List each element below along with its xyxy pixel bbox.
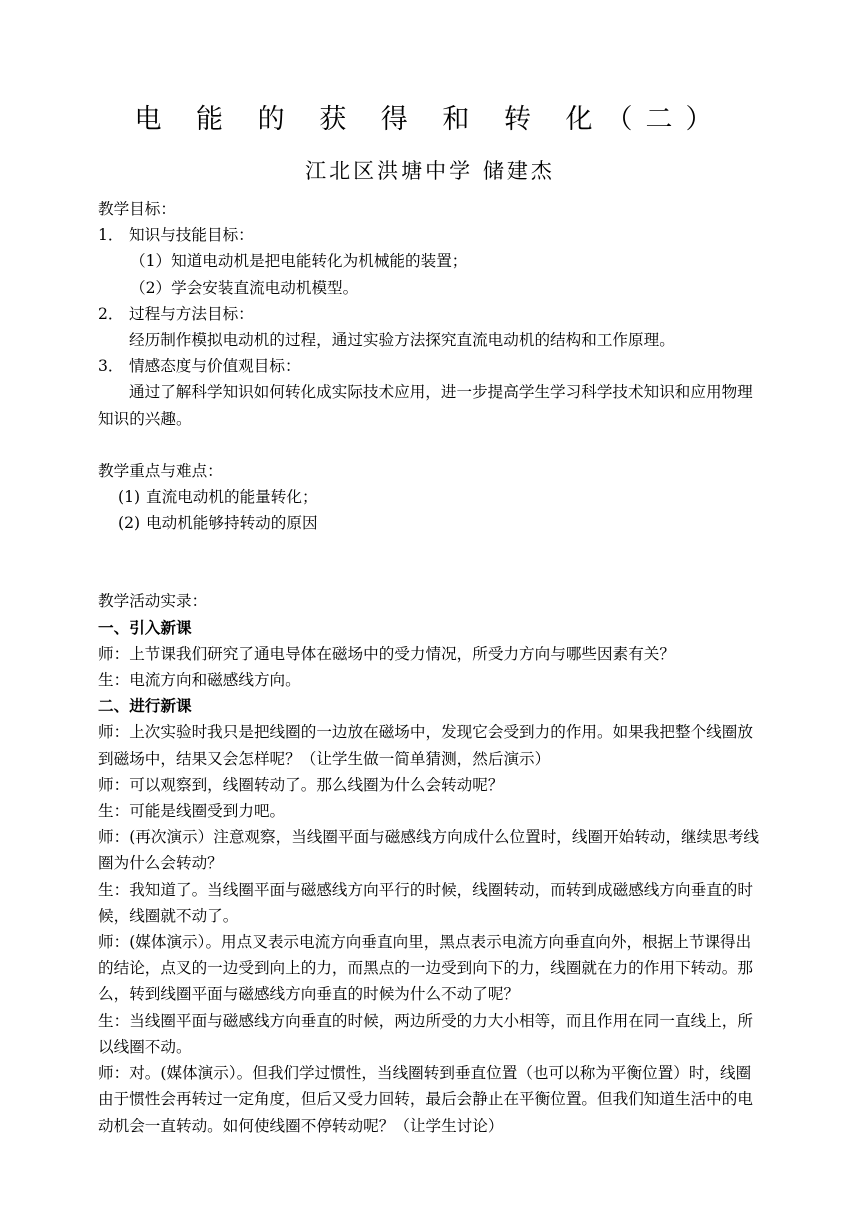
dialogue-line: 师：对。(媒体演示）。但我们学过惯性，当线圈转到垂直位置（也可以称为平衡位置）时，线圈由于惯性会再转过一定角度，但后又受力回转，最后会静止在平衡位置。但我们知道生活中的电动机会一直转动。如何使线圈不停转动呢？（让学生讨论） — [98, 1064, 753, 1135]
key-point-number: (2) — [118, 514, 141, 533]
dialogue-line: 师：上节课我们研究了通电导体在磁场中的受力情况，所受力方向与哪些因素有关？ — [98, 644, 675, 663]
objective-2-text: 经历制作模拟电动机的过程，通过实验方法探究直流电动机的结构和工作原理。 — [129, 331, 675, 350]
objective-1 — [98, 222, 763, 248]
key-points-heading: 教学重点与难点： — [98, 461, 223, 480]
section-heading-1: 一、引入新课 — [98, 618, 192, 637]
key-point-item — [98, 484, 763, 510]
key-point-text: 直流电动机的能量转化； — [146, 488, 318, 507]
objective-1-item: （2）学会安装直流电动机模型。 — [130, 278, 359, 297]
objective-3-number: 3． — [98, 357, 124, 376]
document-body — [98, 196, 763, 1139]
objective-2-number: 2． — [98, 304, 124, 323]
dialogue-line: 师：(再次演示）注意观察，当线圈平面与磁感线方向成什么位置时，线圈开始转动，继续思考线圈为什么会转动？ — [98, 828, 760, 873]
dialogue-line: 师：可以观察到，线圈转动了。那么线圈为什么会转动呢？ — [98, 775, 504, 794]
objective-1-item: （1）知道电动机是把电能转化为机械能的装置； — [130, 252, 468, 271]
key-point-number: (1) — [118, 488, 141, 507]
objective-3-text: 通过了解科学知识如何转化成实际技术应用，进一步提高学生学习科学技术知识和应用物理知识的兴趣。 — [98, 383, 753, 428]
activity-heading: 教学活动实录： — [98, 592, 208, 611]
dialogue-line: 生：当线圈平面与磁感线方向垂直的时候，两边所受的力大小相等，而且作用在同一直线上，所以线圈不动。 — [98, 1011, 753, 1056]
dialogue-line: 生：我知道了。当线圈平面与磁感线方向平行的时候，线圈转动，而转到成磁感线方向垂直的时候，线圈就不动了。 — [98, 880, 753, 925]
objective-2 — [98, 301, 763, 327]
objective-1-number: 1． — [98, 226, 124, 245]
dialogue-line: 师：上次实验时我只是把线圈的一边放在磁场中，发现它会受到力的作用。如果我把整个线圈放到磁场中，结果又会怎样呢？（让学生做一简单猜测，然后演示） — [98, 723, 753, 768]
dialogue-line: 生：可能是线圈受到力吧。 — [98, 802, 286, 821]
key-point-item — [98, 510, 763, 536]
document-title: 电 能 的 获 得 和 转 化（二） — [134, 104, 726, 135]
objective-2-label: 过程与方法目标： — [129, 304, 254, 323]
dialogue-line: 师：(媒体演示）。用点叉表示电流方向垂直向里，黑点表示电流方向垂直向外，根据上节课得出的结论，点叉的一边受到向上的力，而黑点的一边受到向下的力，线圈就在力的作用下转动。那么，转到线圈平面与磁感线方向垂直的时候为什么不动了呢？ — [98, 933, 753, 1004]
dialogue-line: 生：电流方向和磁感线方向。 — [98, 671, 301, 690]
objective-1-label: 知识与技能目标： — [129, 226, 254, 245]
document-author: 江北区洪塘中学 储建杰 — [305, 159, 555, 183]
section-heading-2: 二、进行新课 — [98, 697, 192, 716]
objective-3-label: 情感态度与价值观目标： — [129, 357, 301, 376]
objective-3 — [98, 353, 763, 379]
objectives-heading: 教学目标： — [98, 200, 176, 218]
key-point-text: 电动机能够持转动的原因 — [146, 514, 318, 533]
